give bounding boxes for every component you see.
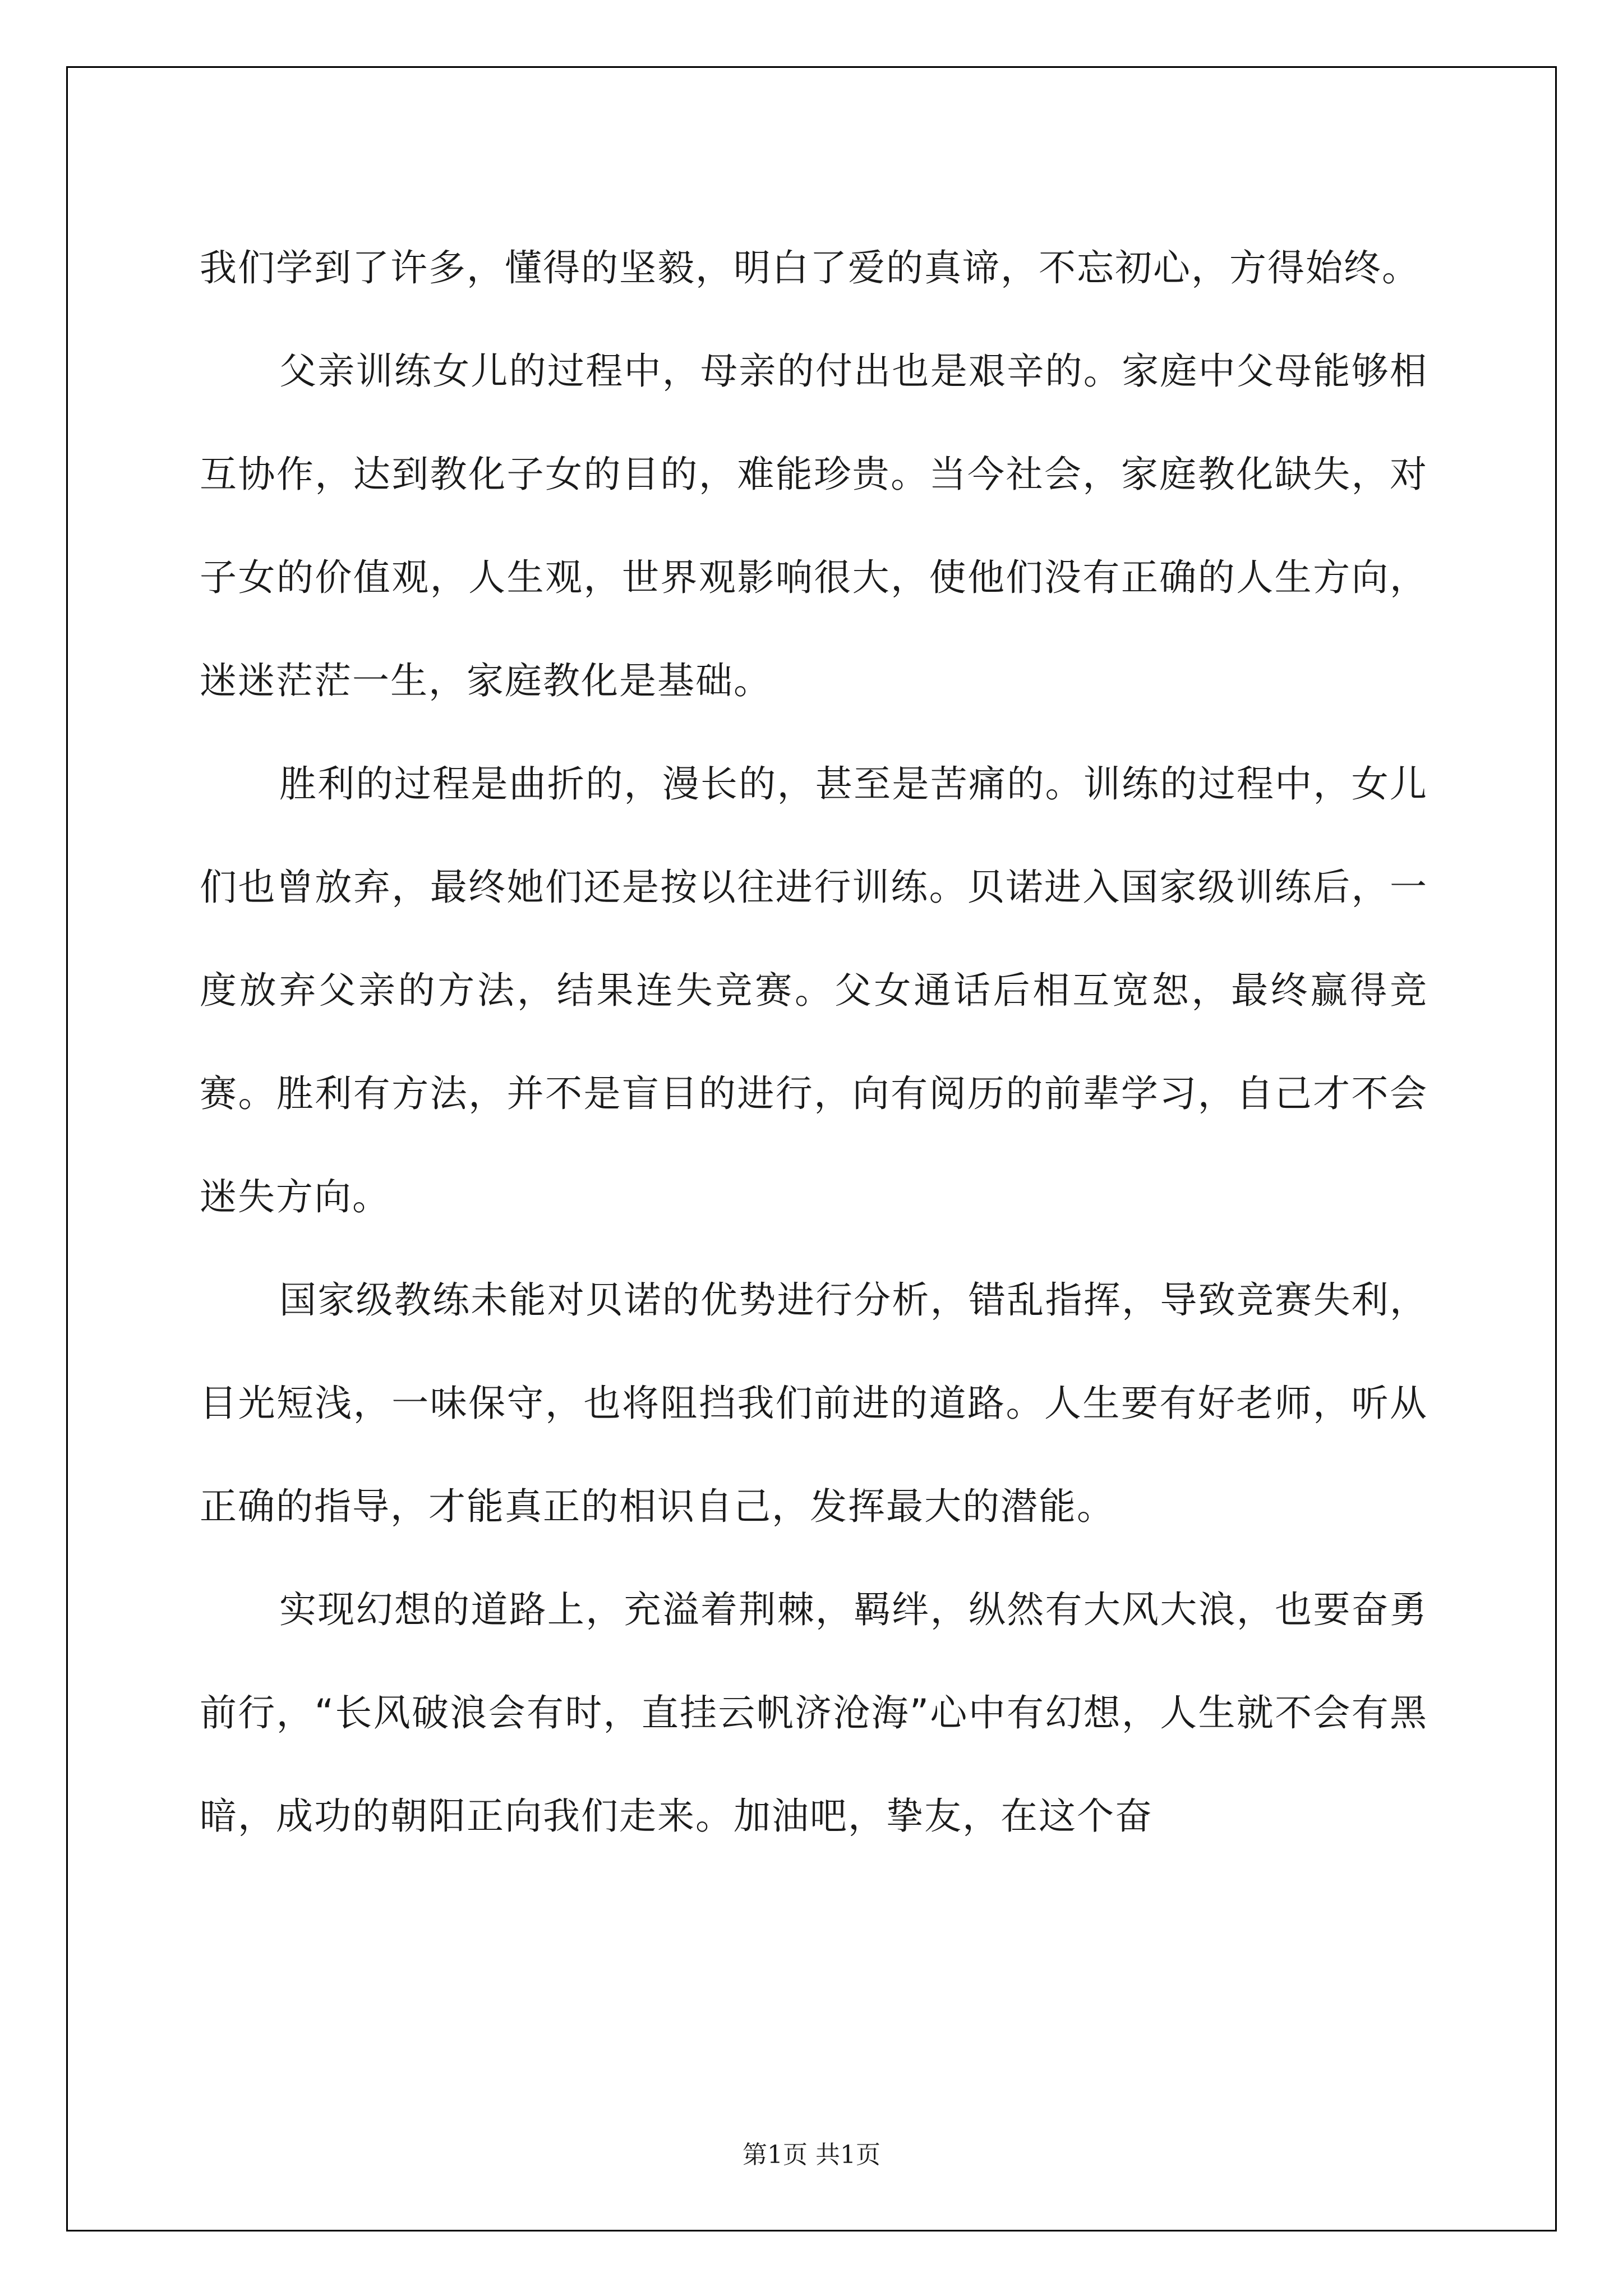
paragraph-5: 实现幻想的道路上，充溢着荆棘，羁绊，纵然有大风大浪，也要奋勇前行，“长风破浪会有时，直挂云帆济沧海”心中有幻想，人生就不会有黑暗，成功的朝阳正向我们走来。加油吧，挚友，在这个奋 <box>200 1588 1428 1838</box>
paragraph-4: 国家级教练未能对贝诺的优势进行分析，错乱指挥，导致竞赛失利，目光短浅，一味保守，也将阻挡我们前进的道路。人生要有好老师，听从正确的指导，才能真正的相识自己，发挥最大的潜能。 <box>200 1278 1428 1528</box>
document-body <box>200 217 1428 1868</box>
page-footer: 第1页 共1页 <box>743 2141 880 2169</box>
paragraph-3: 胜利的过程是曲折的，漫长的，甚至是苦痛的。训练的过程中，女儿们也曾放弃，最终她们还是按以往进行训练。贝诺进入国家级训练后，一度放弃父亲的方法，结果连失竞赛。父女通话后相互宽恕，最终赢得竞赛。胜利有方法，并不是盲目的进行，向有阅历的前辈学习，自己才不会迷失方向。 <box>200 762 1428 1218</box>
paragraph-1: 我们学到了许多，懂得的坚毅，明白了爱的真谛，不忘初心，方得始终。 <box>200 246 1420 289</box>
paragraph-2: 父亲训练女儿的过程中，母亲的付出也是艰辛的。家庭中父母能够相互协作，达到教化子女的目的，难能珍贵。当今社会，家庭教化缺失，对子女的价值观，人生观，世界观影响很大，使他们没有正确的人生方向，迷迷茫茫一生，家庭教化是基础。 <box>200 349 1428 702</box>
